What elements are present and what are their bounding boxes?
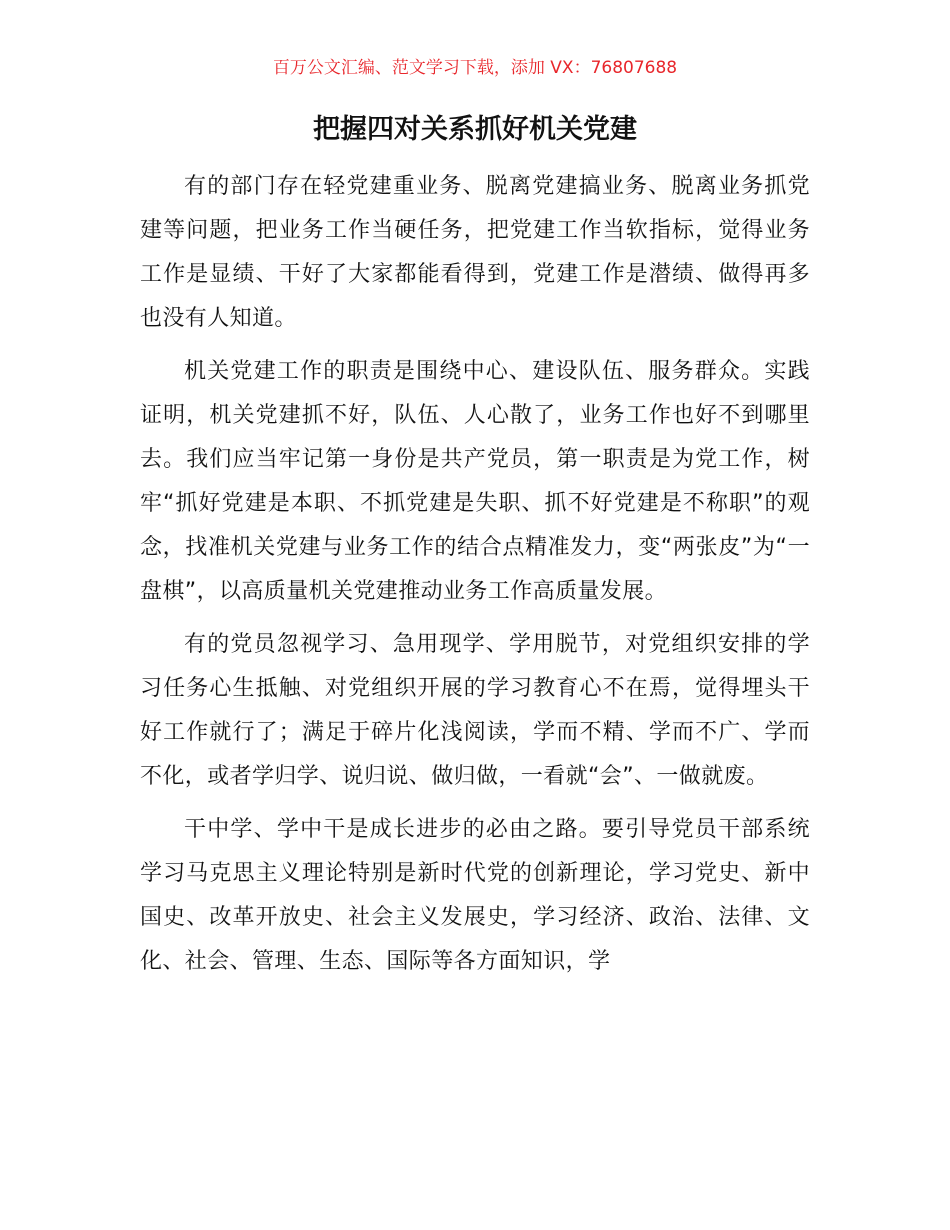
document-title: 把握四对关系抓好机关党建: [313, 114, 637, 145]
watermark-text: 百万公文汇编、范文学习下载，添加 VX：76807688: [272, 58, 678, 78]
paragraph-3: 有的党员忽视学习、急用现学、学用脱节，对党组织安排的学习任务心生抵触、对党组织开展的学习教育心不在焉，觉得埋头干好工作就行了；满足于碎片化浅阅读，学而不精、学而不广、学而不化，或者学归学、说归说、做归做，一看就“会”、一做就废。: [140, 632, 810, 789]
paragraph-2: 机关党建工作的职责是围绕中心、建设队伍、服务群众。实践证明，机关党建抓不好，队伍、人心散了，业务工作也好不到哪里去。我们应当牢记第一身份是共产党员，第一职责是为党工作，树牢“抓好党建是本职、不抓党建是失职、抓不好党建是不称职”的观念，找准机关党建与业务工作的结合点精准发力，变“两张皮”为“一盘棋”，以高质量机关党建推动业务工作高质量发展。: [140, 359, 810, 604]
paragraph-4: 干中学、学中干是成长进步的必由之路。要引导党员干部系统学习马克思主义理论特别是新时代党的创新理论，学习党史、新中国史、改革开放史、社会主义发展史，学习经济、政治、法律、文化、社会、管理、生态、国际等各方面知识，学: [140, 817, 810, 974]
paragraph-1: 有的部门存在轻党建重业务、脱离党建搞业务、脱离业务抓党建等问题，把业务工作当硬任务，把党建工作当软指标，觉得业务工作是显绩、干好了大家都能看得到，党建工作是潜绩、做得再多也没有人知道。: [140, 174, 810, 331]
